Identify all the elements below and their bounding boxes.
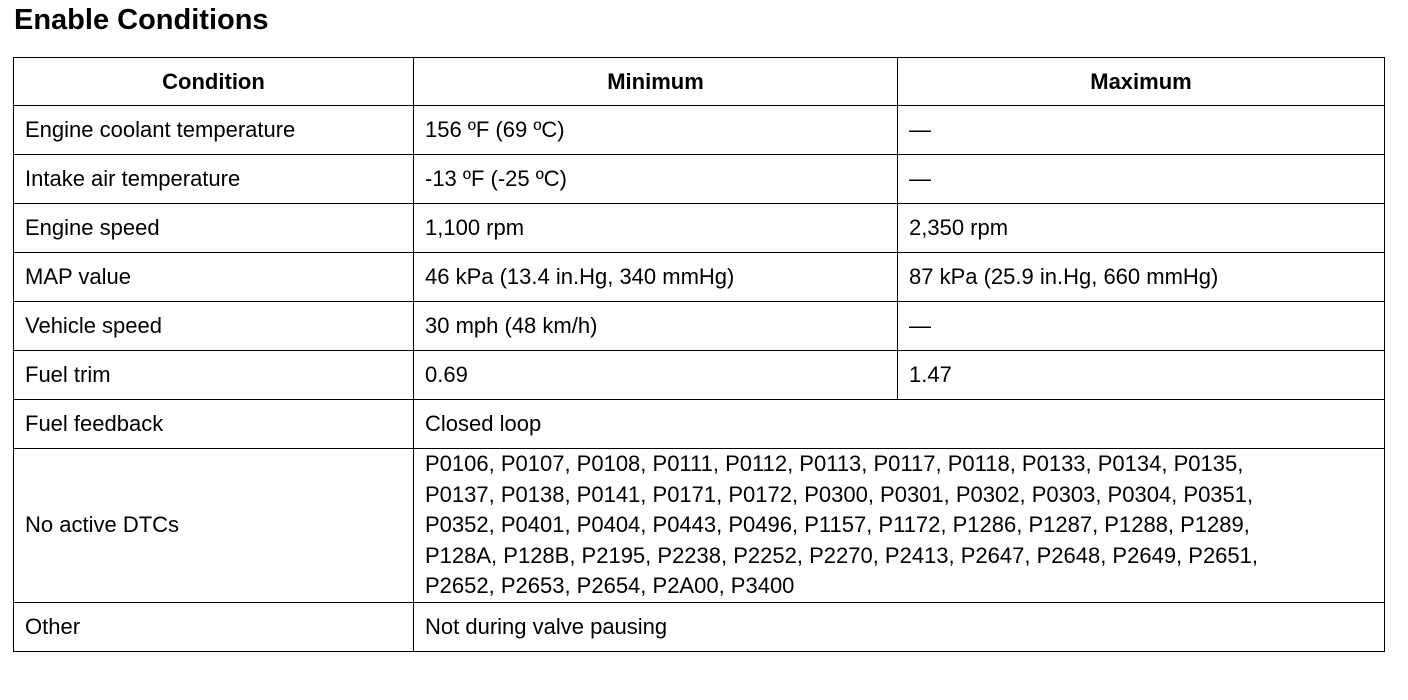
- condition-cell: Engine speed: [14, 204, 414, 253]
- minimum-cell: 0.69: [414, 351, 898, 400]
- maximum-cell: 87 kPa (25.9 in.Hg, 660 mmHg): [898, 253, 1385, 302]
- table-row: [14, 351, 1385, 400]
- dtc-line: P2652, P2653, P2654, P2A00, P3400: [425, 573, 795, 598]
- condition-cell: Fuel trim: [14, 351, 414, 400]
- table-row: [14, 155, 1385, 204]
- table-row-fuel-feedback: [14, 400, 1385, 449]
- condition-cell: Vehicle speed: [14, 302, 414, 351]
- maximum-cell: —: [898, 155, 1385, 204]
- dtc-line: P0137, P0138, P0141, P0171, P0172, P0300, P0301, P0302, P0303, P0304, P0351,: [425, 481, 1254, 507]
- dtc-list-cell: [414, 449, 1385, 603]
- header-minimum: Minimum: [414, 58, 898, 106]
- table-header: [14, 58, 1385, 106]
- condition-cell: Intake air temperature: [14, 155, 414, 204]
- dtc-line: P0106, P0107, P0108, P0111, P0112, P0113, P0117, P0118, P0133, P0134, P0135,: [425, 451, 1244, 476]
- condition-cell: Other: [14, 602, 414, 651]
- minimum-cell: 1,100 rpm: [414, 204, 898, 253]
- table-row-no-active-dtcs: [14, 449, 1385, 603]
- value-cell: Closed loop: [414, 400, 1385, 449]
- dtc-line: P128A, P128B, P2195, P2238, P2252, P2270, P2413, P2647, P2648, P2649, P2651,: [425, 542, 1259, 568]
- condition-cell: No active DTCs: [14, 449, 414, 603]
- table-row-other: [14, 602, 1385, 651]
- value-cell: Not during valve pausing: [414, 602, 1385, 651]
- table-row: [14, 302, 1385, 351]
- condition-cell: Engine coolant temperature: [14, 106, 414, 155]
- condition-cell: MAP value: [14, 253, 414, 302]
- dtc-line: P0352, P0401, P0404, P0443, P0496, P1157, P1172, P1286, P1287, P1288, P1289,: [425, 512, 1250, 537]
- minimum-cell: 156 ºF (69 ºC): [414, 106, 898, 155]
- page-title: Enable Conditions: [14, 4, 269, 36]
- table-row: [14, 253, 1385, 302]
- minimum-cell: 30 mph (48 km/h): [414, 302, 898, 351]
- enable-conditions-table: [13, 57, 1385, 652]
- header-row: [14, 58, 1385, 106]
- minimum-cell: -13 ºF (-25 ºC): [414, 155, 898, 204]
- table-row: [14, 204, 1385, 253]
- maximum-cell: 2,350 rpm: [898, 204, 1385, 253]
- table-body: [14, 106, 1385, 652]
- maximum-cell: —: [898, 106, 1385, 155]
- minimum-cell: 46 kPa (13.4 in.Hg, 340 mmHg): [414, 253, 898, 302]
- maximum-cell: 1.47: [898, 351, 1385, 400]
- table-row: [14, 106, 1385, 155]
- header-maximum: Maximum: [898, 58, 1385, 106]
- maximum-cell: —: [898, 302, 1385, 351]
- header-condition: Condition: [14, 58, 414, 106]
- condition-cell: Fuel feedback: [14, 400, 414, 449]
